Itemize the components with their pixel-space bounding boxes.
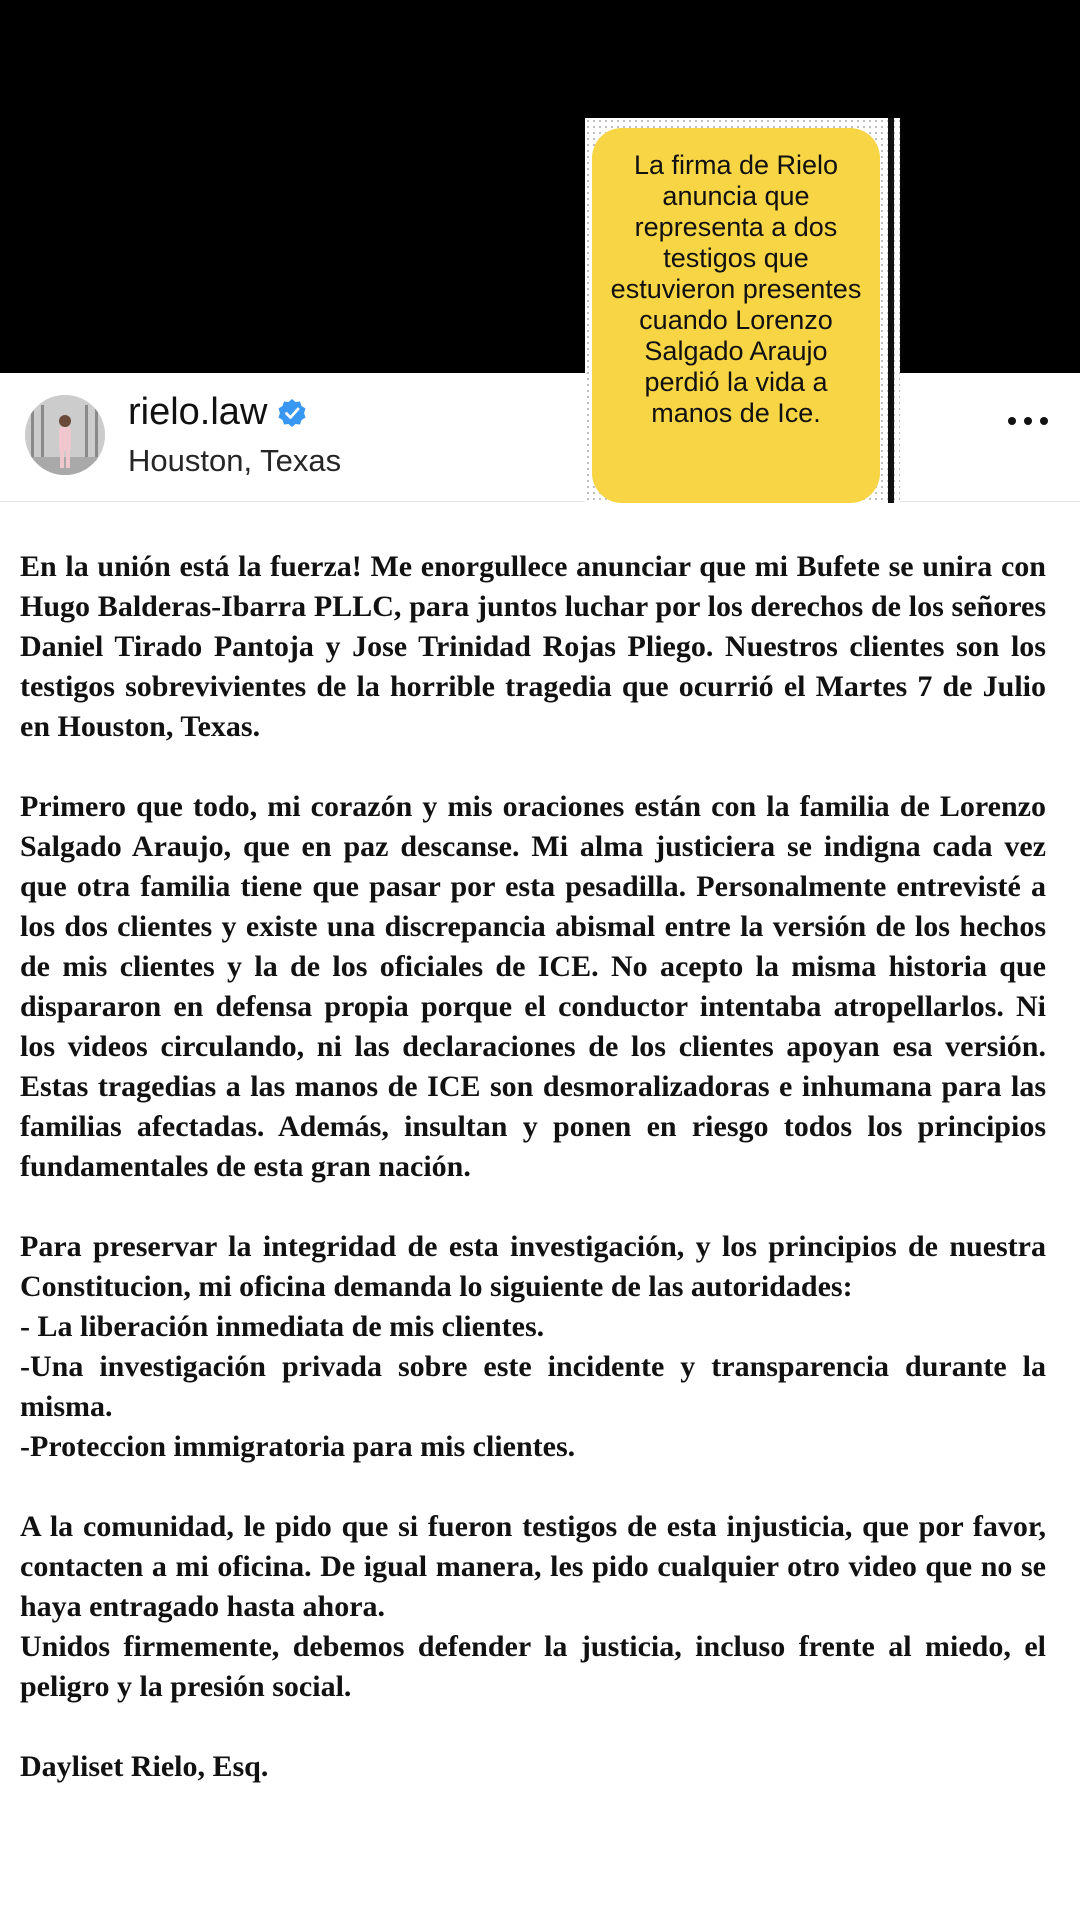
top-black-band (0, 0, 1080, 373)
location[interactable]: Houston, Texas (128, 443, 342, 478)
avatar[interactable] (25, 395, 105, 475)
demand-item: -Una investigación privada sobre este incidente y transparencia durante la misma. (20, 1350, 1046, 1423)
username-row (128, 391, 307, 434)
paragraph-community (20, 1507, 1046, 1707)
post-caption (20, 547, 1046, 1827)
sticker-card (592, 128, 880, 503)
post-header (0, 373, 1080, 502)
closing-statement: Unidos firmemente, debemos defender la justicia, incluso frente al miedo, el peligro y la presión social. (20, 1630, 1046, 1703)
demand-item: -Proteccion immigratoria para mis clientes. (20, 1430, 576, 1463)
username[interactable]: rielo.law (128, 391, 268, 433)
more-options-icon[interactable] (1006, 415, 1050, 427)
paragraph-demands (20, 1227, 1046, 1467)
paragraph-intro: En la unión está la fuerza! Me enorgullece anunciar que mi Bufete se unira con Hugo Balderas-Ibarra PLLC, para juntos luchar por los derechos de los señores Daniel Tirado Pantoja y Jose Trinidad Rojas Pliego. Nuestros clientes son los testigos sobrevivientes de la horrible tragedia que ocurrió el Martes 7 de Julio en Houston, Texas. (20, 550, 1046, 743)
verified-badge-icon (277, 398, 307, 428)
paragraph-statement: Primero que todo, mi corazón y mis oraciones están con la familia de Lorenzo Salgado Araujo, que en paz descanse. Mi alma justiciera se indigna cada vez que otra familia tiene que pasar por esta pesadilla. Personalmente entrevisté a los dos clientes y existe una discrepancia abismal entre la versión de los hechos de mis clientes y la de los oficiales de ICE. No acepto la misma historia que dispararon en defensa propia porque el conductor intentaba atropellarlos. Ni los videos circulando, ni las declaraciones de los clientes apoyan esa versión. Estas tragedias a las manos de ICE son desmoralizadoras e inhumana para las familias afectadas. Además, insultan y ponen en riesgo todos los principios fundamentales de esta gran nación. (20, 790, 1046, 1183)
demands-intro: Para preservar la integridad de esta investigación, y los principios de nuestra Constitucion, mi oficina demanda lo siguiente de las autoridades: (20, 1230, 1046, 1303)
sticker-text: La firma de Rielo anuncia que representa a dos testigos que estuvieron presentes cuando Lorenzo Salgado Araujo perdió la vida a manos de Ice. (610, 150, 862, 428)
text-sticker (585, 118, 900, 503)
signature: Dayliset Rielo, Esq. (20, 1750, 269, 1783)
avatar-image (25, 395, 105, 475)
demand-item: - La liberación inmediata de mis clientes. (20, 1310, 545, 1343)
sticker-edge (888, 118, 894, 503)
community-request: A la comunidad, le pido que si fueron testigos de esta injusticia, que por favor, contacten a mi oficina. De igual manera, les pido cualquier otro video que no se haya entragado hasta ahora. (20, 1510, 1046, 1623)
